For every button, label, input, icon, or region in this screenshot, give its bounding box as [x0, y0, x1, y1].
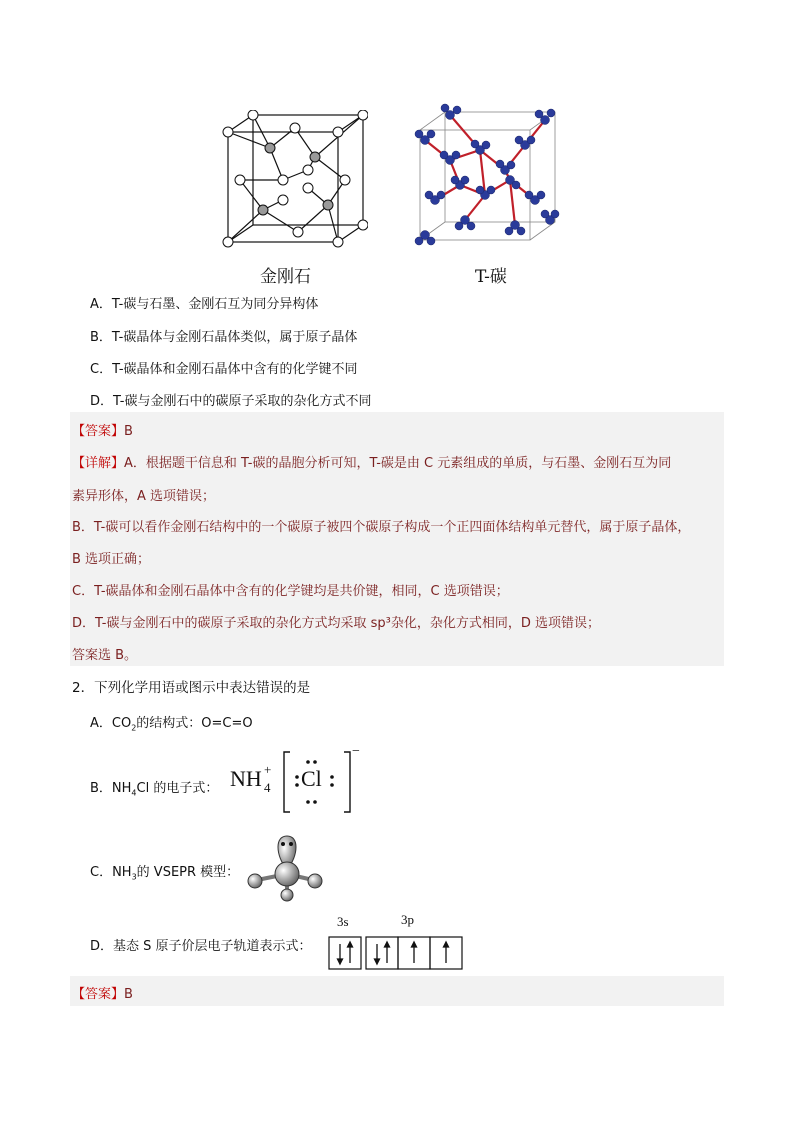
q2-answer: 【答案】B — [72, 987, 133, 1002]
orbital-label-3s: 3s — [337, 914, 349, 929]
q1-detail-line-6: D．T-碳与金刚石中的碳原子采取的杂化方式均采取 sp³杂化，杂化方式相同，D 选项错误； — [72, 616, 600, 631]
q2-answer-block — [70, 976, 724, 1006]
q2-option-a: A．$CO_2$的结构式：O=C=O — [90, 716, 253, 733]
q1-detail-line-7: 答案选 B。 — [72, 648, 138, 663]
answer-tag: 【答案】 — [72, 424, 125, 439]
q1-option-d: D．T-碳与金刚石中的碳原子采取的杂化方式不同 — [90, 394, 372, 409]
q1-answer — [72, 420, 133, 439]
diamond-lattice-image — [218, 110, 368, 255]
q1-detail-line-2: 素异形体，A 选项错误； — [72, 489, 216, 504]
tcarbon-lattice-image — [405, 100, 565, 250]
q2-stem: 2．下列化学用语或图示中表达错误的是 — [72, 680, 311, 696]
diamond-caption: 金刚石 — [260, 267, 311, 287]
q2-option-c: C．$NH_3$的 VSEPR 模型： — [90, 865, 240, 882]
answer-value: B — [124, 424, 133, 439]
orbital-label-3p: 3p — [401, 912, 414, 927]
detail-tag: 【详解】 — [72, 456, 125, 471]
q2-option-d: D．基态 S 原子价层电子轨道表示式： — [90, 939, 312, 954]
q1-detail-line-4: B 选项正确； — [72, 552, 151, 567]
q1-detail-line-5: C．T-碳晶体和金刚石晶体中含有的化学键均是共价键，相同，C 选项错误； — [72, 584, 509, 599]
cl-symbol: Cl — [301, 766, 322, 791]
q1-option-c: C．T-碳晶体和金刚石晶体中含有的化学键不同 — [90, 362, 358, 377]
q2-option-b: B．$NH_4Cl$ 的电子式： — [90, 781, 219, 798]
q1-detail-line-1: 【详解】A．根据题干信息和 T-碳的晶胞分析可知，T-碳是由 C 元素组成的单质，与石墨、金刚石互为同 — [72, 456, 672, 471]
vsepr-model-image — [245, 832, 325, 904]
diamond-figure — [218, 110, 368, 255]
q1-option-b: B．T-碳晶体与金刚石晶体类似，属于原子晶体 — [90, 330, 358, 345]
tcarbon-caption: T-碳 — [475, 267, 507, 287]
nh4-plus-sign: + — [264, 762, 272, 777]
nh3-vsepr-model — [245, 832, 325, 904]
tcarbon-figure — [405, 100, 565, 250]
q1-detail-line-3: B．T-碳可以看作金刚石结构中的一个碳原子被四个碳原子构成一个正四面体结构单元替代，属于原子晶体， — [72, 520, 691, 535]
nh4-label: NH — [230, 766, 262, 791]
nh4cl-electron-formula — [230, 744, 370, 814]
q1-option-a: A．T-碳与石墨、金刚石互为同分异构体 — [90, 297, 319, 312]
orbital-diagram — [328, 936, 463, 970]
orbital-boxes-image — [328, 936, 463, 970]
cl-charge: − — [352, 744, 360, 759]
nh4-subscript: 4 — [264, 780, 271, 795]
